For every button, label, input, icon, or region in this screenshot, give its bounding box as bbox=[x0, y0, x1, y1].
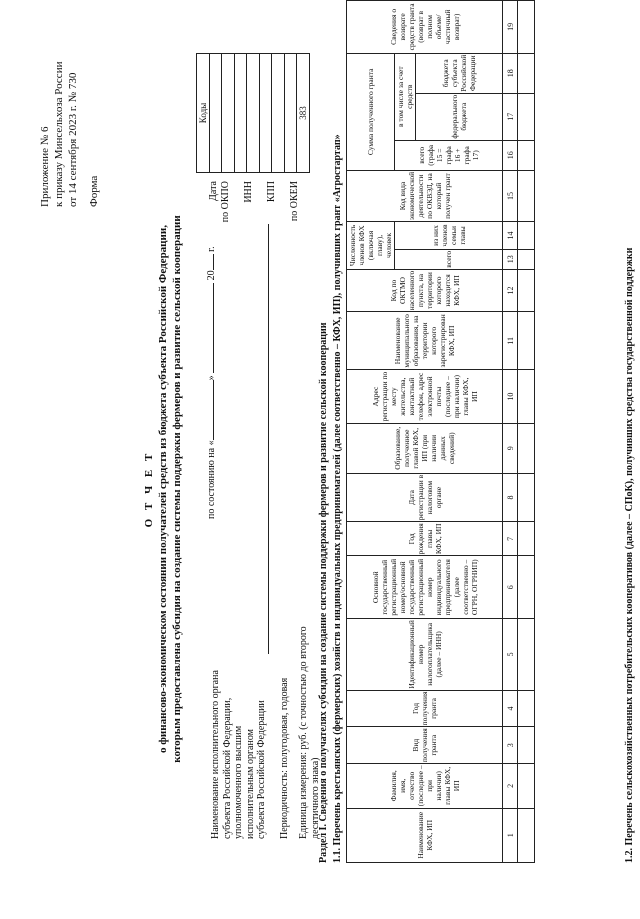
codes-okpo-cell[interactable] bbox=[222, 54, 235, 173]
col-number: 9 bbox=[503, 423, 518, 473]
day-field[interactable] bbox=[203, 380, 214, 440]
appendix-line: от 14 сентября 2023 г. № 730 bbox=[67, 72, 79, 207]
grantees-table bbox=[346, 0, 535, 863]
table-cell[interactable] bbox=[518, 249, 535, 269]
appendix-line: к приказу Минсельхоза России bbox=[53, 61, 65, 207]
col-number: 8 bbox=[503, 473, 518, 521]
header-c8: Дата регистрации в налоговом органе bbox=[347, 473, 503, 521]
organization-block: Наименование исполнительного органа субъекта Российской Федерации, уполномоченного высшим исполнительным органом субъекта Российской Федерации bbox=[210, 670, 267, 839]
codes-cell[interactable] bbox=[284, 54, 297, 173]
table-cell[interactable] bbox=[518, 727, 535, 764]
table-cell[interactable] bbox=[518, 619, 535, 690]
col-number: 12 bbox=[503, 269, 518, 312]
header-c17-18-sub: в том числе за счет средств bbox=[395, 53, 416, 140]
header-c7: Год рождения главы КФХ, ИП bbox=[347, 522, 503, 556]
column-numbers-row bbox=[503, 1, 518, 863]
col-number: 10 bbox=[503, 370, 518, 423]
month-field[interactable] bbox=[203, 283, 214, 373]
table-cell[interactable] bbox=[518, 423, 535, 473]
col-number: 5 bbox=[503, 619, 518, 690]
table-cell[interactable] bbox=[518, 53, 535, 93]
header-c2: Фамилия, имя, отчество (последнее – при наличии) главы КФХ, ИП bbox=[347, 764, 503, 809]
section-1-title: Раздел I. Сведения о получателях субсидии на создание системы поддержки фермеров и развитие сельской кооперации bbox=[318, 322, 329, 863]
header-c10: Адрес регистрации по месту жительства, контактный телефон, адрес электронной почты (последнее – при наличии) главы КФХ, ИП bbox=[347, 370, 503, 423]
col-number: 16 bbox=[503, 140, 518, 170]
table-row bbox=[518, 1, 535, 863]
codes-cell[interactable] bbox=[259, 54, 272, 173]
header-c5: Идентификационный номер налогоплательщика (далее – ИНН) bbox=[347, 619, 503, 690]
col-number: 7 bbox=[503, 522, 518, 556]
report-title-line: о финансово-экономическом состоянии получателей средств из бюджета субъекта Российской Федерации, bbox=[157, 225, 169, 753]
report-heading: О Т Ч Е Т bbox=[143, 450, 155, 528]
header-c4: Год получения гранта bbox=[347, 690, 503, 727]
table-cell[interactable] bbox=[518, 690, 535, 727]
table-cell[interactable] bbox=[518, 269, 535, 312]
table-cell[interactable] bbox=[518, 556, 535, 619]
periodicity: Периодичность: полугодовая, годовая bbox=[279, 677, 290, 839]
col-number: 17 bbox=[503, 93, 518, 140]
codes-label-okpo: по ОКПО bbox=[220, 181, 231, 223]
organization-underline bbox=[268, 224, 269, 654]
table-cell[interactable] bbox=[518, 93, 535, 140]
table-cell[interactable] bbox=[518, 140, 535, 170]
table-cell[interactable] bbox=[518, 808, 535, 862]
header-c3: Вид получения гранта bbox=[347, 727, 503, 764]
codes-okei-cell: 383 bbox=[297, 54, 310, 173]
header-c13: всего bbox=[395, 249, 503, 269]
unit-of-measure: Единица измерения: руб. (с точностью до второго десятичного знака) bbox=[298, 626, 321, 839]
codes-cell[interactable] bbox=[234, 54, 247, 173]
header-c15: Код вида экономической деятельности по ОКВЭД, на который получен грант bbox=[347, 170, 503, 221]
table-cell[interactable] bbox=[518, 170, 535, 221]
codes-inn-cell[interactable] bbox=[247, 54, 260, 173]
table-cell[interactable] bbox=[518, 764, 535, 809]
table-cell[interactable] bbox=[518, 312, 535, 370]
col-number: 11 bbox=[503, 312, 518, 370]
col-number: 15 bbox=[503, 170, 518, 221]
col-number: 2 bbox=[503, 764, 518, 809]
codes-label-okei: по ОКЕИ bbox=[289, 181, 300, 222]
col-number: 4 bbox=[503, 690, 518, 727]
codes-header: Коды bbox=[197, 54, 210, 173]
codes-kpp-cell[interactable] bbox=[272, 54, 285, 173]
header-c1: Наименование КФХ, ИП bbox=[347, 808, 503, 862]
header-c6: Основной государственный регистрационный номер/основной государственный регистрационный номер индивидуального предпринимателя (далее соответственно – ОГРН, ОГРНИП) bbox=[347, 556, 503, 619]
header-c18: бюджета субъекта Российской Федерации bbox=[416, 53, 503, 93]
codes-label-kpp: КПП bbox=[266, 181, 277, 203]
col-number: 18 bbox=[503, 53, 518, 93]
col-number: 19 bbox=[503, 1, 518, 54]
form-label: Форма bbox=[88, 175, 100, 207]
col-number: 1 bbox=[503, 808, 518, 862]
codes-table bbox=[196, 53, 310, 173]
codes-label-inn: ИНН bbox=[243, 181, 254, 203]
section-1-1-title: 1.1. Перечень крестьянских (фермерских) хозяйств и индивидуальных предпринимателей (далее соответственно – КФХ, ИП), получивших грант «Агростартап» bbox=[332, 134, 343, 863]
header-c12: Код по ОКТМО населенного пункта, на территории которого находится КФХ, ИП bbox=[347, 269, 503, 312]
table-cell[interactable] bbox=[518, 473, 535, 521]
table-cell[interactable] bbox=[518, 370, 535, 423]
col-number: 6 bbox=[503, 556, 518, 619]
table-cell[interactable] bbox=[518, 1, 535, 54]
report-title-line: которым предоставлена субсидия на создание системы поддержки фермеров и развитие сельской кооперации bbox=[171, 215, 183, 763]
col-number: 13 bbox=[503, 249, 518, 269]
header-c14: из них членов семьи главы bbox=[395, 222, 503, 250]
table-cell[interactable] bbox=[518, 522, 535, 556]
as-of-date: по состоянию на «» 20 г. bbox=[203, 246, 217, 519]
header-c17: федерального бюджета bbox=[416, 93, 503, 140]
header-c16-18-group: Сумма полученного гранта bbox=[347, 53, 395, 170]
appendix-block bbox=[38, 62, 80, 207]
header-c19: Сведения о возврате средств гранта (возврат в полном объеме/частичный возврат) bbox=[347, 1, 503, 54]
header-c13-14-group: Численность членов КФХ (включая главу), человек bbox=[347, 222, 395, 270]
header-c9: Образование, полученное главой КФХ, ИП (при наличии данных сведений) bbox=[347, 423, 503, 473]
header-c11: Наименование муниципального образования, на территории которого зарегистрирован КФХ, ИП bbox=[347, 312, 503, 370]
codes-date-cell[interactable] bbox=[209, 54, 222, 173]
table-cell[interactable] bbox=[518, 222, 535, 250]
codes-label-date: Дата bbox=[208, 181, 219, 201]
section-1-2-title: 1.2. Перечень сельскохозяйственных потребительских кооперативов (далее – СПоК), получивших средства государственной поддержки bbox=[624, 247, 635, 863]
col-number: 14 bbox=[503, 222, 518, 250]
header-c16: всего (графа 15 = графа 16 + графа 17) bbox=[395, 140, 503, 170]
appendix-line: Приложение № 6 bbox=[39, 126, 51, 207]
col-number: 3 bbox=[503, 727, 518, 764]
